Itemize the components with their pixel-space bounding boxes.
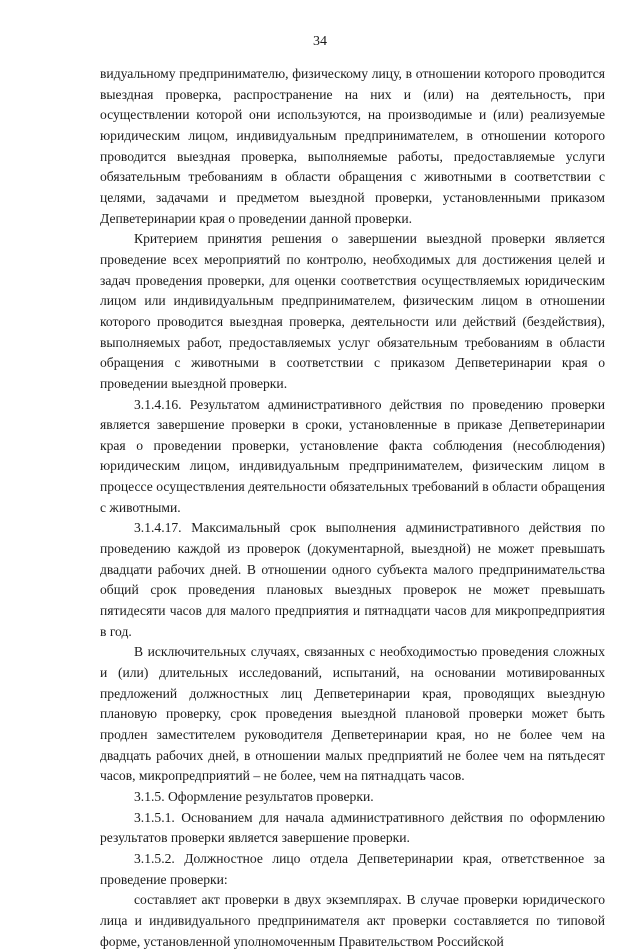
paragraph-3-1-5-1: 3.1.5.1. Основанием для начала административного действия по оформлению результатов проверки является завершение проверки. — [100, 809, 605, 846]
paragraph-continuation: видуальному предпринимателю, физическому лицу, в отношении которого проводится выездная проверка, распространение на них и (или) на деятельность, при осуществлении которой они используются, на производимые и (или) реализуемые юридическим лицом, индивидуальным предпринимателем, в отношении которого проводится выездная проверка, выполняемые работы, предоставляемые услуги обязательным требованиям в области обращения с животными в соответствии с целями, задачами и предметом выездной проверки, установленными приказом Депветеринарии края о проведении данной проверки. — [100, 66, 605, 226]
paragraph-completion-criterion: Критерием принятия решения о завершении выездной проверки является проведение всех мероприятий по контролю, необходимых для достижения целей и задач проведения проверки, для оценки соответствия осуществляемых юридическим лицом или индивидуальным предпринимателем, физическим лицом в отношении которого проводится выездная проверка, деятельности или действий (бездействия), выполняемых работ, предоставляемых услуг обязательным требованиям в области обращения с животными в соответствии с приказом Депветеринарии края о проведении выездной проверки. — [100, 231, 605, 391]
paragraph-3-1-5-2: 3.1.5.2. Должностное лицо отдела Депветеринарии края, ответственное за проведение проверки: — [100, 850, 605, 887]
page-number: 34 — [313, 34, 327, 49]
paragraph-3-1-4-17: 3.1.4.17. Максимальный срок выполнения административного действия по проведению каждой из проверок (документарной, выездной) не может превышать двадцати рабочих дней. В отношении одного субъекта малого предпринимательства общий срок проведения плановых выездных проверок не может превышать пятидесяти часов для малого предприятия и пятнадцати часов для микропредприятия в год. — [100, 520, 605, 639]
paragraph-exceptional-cases: В исключительных случаях, связанных с необходимостью проведения сложных и (или) длительных исследований, испытаний, на основании мотивированных предложений должностных лиц Депветеринарии края, проводящих выездную плановую проверку, срок проведения выездной плановой проверки может быть продлен заместителем руководителя Депветеринарии края, но не более чем на двадцать рабочих дней, в отношении малых предприятий не более чем на пятьдесят часов, микропредприятий – не более, чем на пятнадцать часов. — [100, 644, 605, 784]
paragraph-act-drafting: составляет акт проверки в двух экземплярах. В случае проверки юридического лица и индивидуального предпринимателя акт проверки составляется по типовой форме, установленной уполномоченным Правительством Российской — [100, 892, 605, 949]
heading-3-1-5: 3.1.5. Оформление результатов проверки. — [134, 788, 374, 804]
paragraph-3-1-4-16: 3.1.4.16. Результатом административного действия по проведению проверки является завершение проверки в сроки, установленные в приказе Депветеринарии края о проведении проверки, установление факта соблюдения (несоблюдения) юридическим лицом, индивидуальным предпринимателем, физическим лицом в процессе осуществления деятельности обязательных требований в области обращения с животными. — [100, 396, 605, 515]
body-text — [100, 64, 605, 952]
